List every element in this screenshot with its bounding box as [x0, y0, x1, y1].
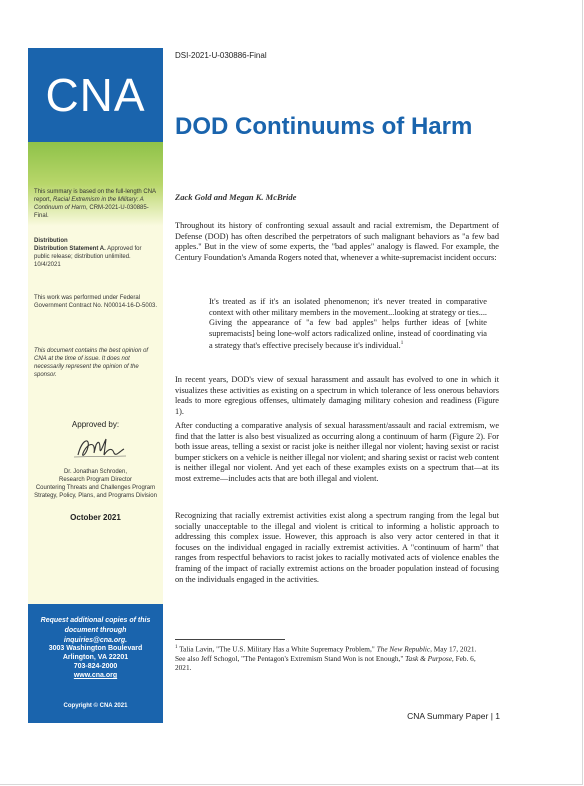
footnote: $^1$ Talia Lavin, "The U.S. Military Has a White Supremacy Problem," The New Republic, May 17, 2021. See also Jeff Schogol, "The Pentagon's Extremism Stand Won is not Enough," Task & Purpose, Feb. 6, 2021.: [175, 644, 477, 673]
sidebar: [28, 48, 163, 723]
block-quote: It's treated as if it's an isolated phenomenon; it's never treated in comparative context with other military members in the movement...looking at strategy or ties.... Giving the appearance of "a few bad apples" helps further ideas of [white supremacists] being lone-wolf actors radicalized online, instead of coordinating via a strategy that's effective precisely because it's individual.$^1$: [209, 297, 487, 351]
footnote-divider: [175, 639, 285, 640]
signer-block: [28, 468, 163, 500]
contact-box: [28, 604, 163, 723]
signer-division: Strategy, Policy, Plans, and Programs Division: [34, 493, 157, 499]
signer-program: Countering Threats and Challenges Program: [35, 485, 156, 491]
paragraph-4: Recognizing that racially extremist activities exist along a spectrum ranging from the legal but socially unacceptable to the illegal and violent is critical to informing a holistic approach to addressing this complex issue. However, this approach is also very actor centered in that it focuses on the individual engaged in racially extremist activities. A "continuum of harm" that ranges from respectful behaviors to racist jokes to racially motivated acts of violence enables the framing of the impact of racially extremist actions on the broader population instead of focusing on the individuals engaged in the activities.: [175, 511, 499, 584]
page-footer: CNA Summary Paper | 1: [407, 711, 500, 721]
city: Arlington, VA 22201: [62, 654, 129, 661]
footnote-ref: 1: [400, 341, 404, 347]
report-summary-note: This summary is based on the full-length CNA report, Racial Extremism in the Military: A Continuum of Harm, CRM-2021-U-030885-Final.: [34, 189, 156, 219]
report-title: Racial Extremism in the Military: A Continuum of Harm: [34, 197, 144, 211]
copies-request: Request additional copies of this document through inquiries@cna.org.: [40, 617, 151, 644]
distribution-statement: Distribution Statement A. Approved for public release; distribution unlimited. 10/4/2021: [34, 246, 142, 268]
opinion-disclaimer: This document contains the best opinion of CNA at the time of issue. It does not necessarily represent the opinion of the sponsor.: [34, 348, 149, 378]
logo-text: CNA: [45, 69, 146, 121]
copyright: Copyright © CNA 2021: [63, 703, 128, 709]
authors: Zack Gold and Megan K. McBride: [175, 192, 297, 202]
paragraph-1: Throughout its history of confronting sexual assault and racial extremism, the Department of Defense (DOD) has often described the perpetrators of such malignant behaviors as "a few bad apples." But in the view of some experts, the "bad apples" analogy is flawed. For example, the Century Foundation's Amanda Rogers noted that, whenever a white-supremacist incident occurs:: [175, 221, 499, 262]
distribution-heading: Distribution: [34, 238, 68, 244]
publication-date: October 2021: [70, 513, 121, 522]
cna-logo: [28, 48, 163, 142]
signature-icon: [70, 433, 130, 465]
phone: 703-824-2000: [73, 663, 118, 670]
signer-name: Dr. Jonathan Schroden,: [63, 469, 128, 475]
page-title: DOD Continuums of Harm: [175, 113, 473, 140]
paragraph-3: After conducting a comparative analysis of sexual harassment/assault and racial extremism, we find that the latter is also best visualized as occurring along a continuum of harm (Figure 2). For both issue areas, telling a sexist or racist joke is neither illegal nor violent; having sexist or racist bumper stickers on a vehicle is neither illegal nor violent; and sharing sexist or racist web content is neither illegal nor violent. And yet each of these examples exists on a spectrum that—at its most extreme—includes acts that are both illegal and violent.: [175, 421, 499, 483]
approved-by-label: Approved by:: [71, 420, 120, 429]
address-block: [28, 644, 163, 680]
signer-title: Research Program Director: [58, 477, 133, 483]
website-link[interactable]: www.cna.org: [73, 672, 118, 679]
document-id: DSI-2021-U-030886-Final: [175, 51, 267, 60]
street: 3003 Washington Boulevard: [48, 645, 143, 652]
paragraph-2: In recent years, DOD's view of sexual harassment and assault has evolved to one in which it visualizes these activities as existing on a spectrum in which tolerance of less onerous behaviors leads to more egregious offenses, ultimately damaging military cohesion and readiness (Figure 1).: [175, 375, 499, 416]
contract-note: This work was performed under Federal Government Contract No. N00014-16-D-5003.: [34, 295, 158, 309]
